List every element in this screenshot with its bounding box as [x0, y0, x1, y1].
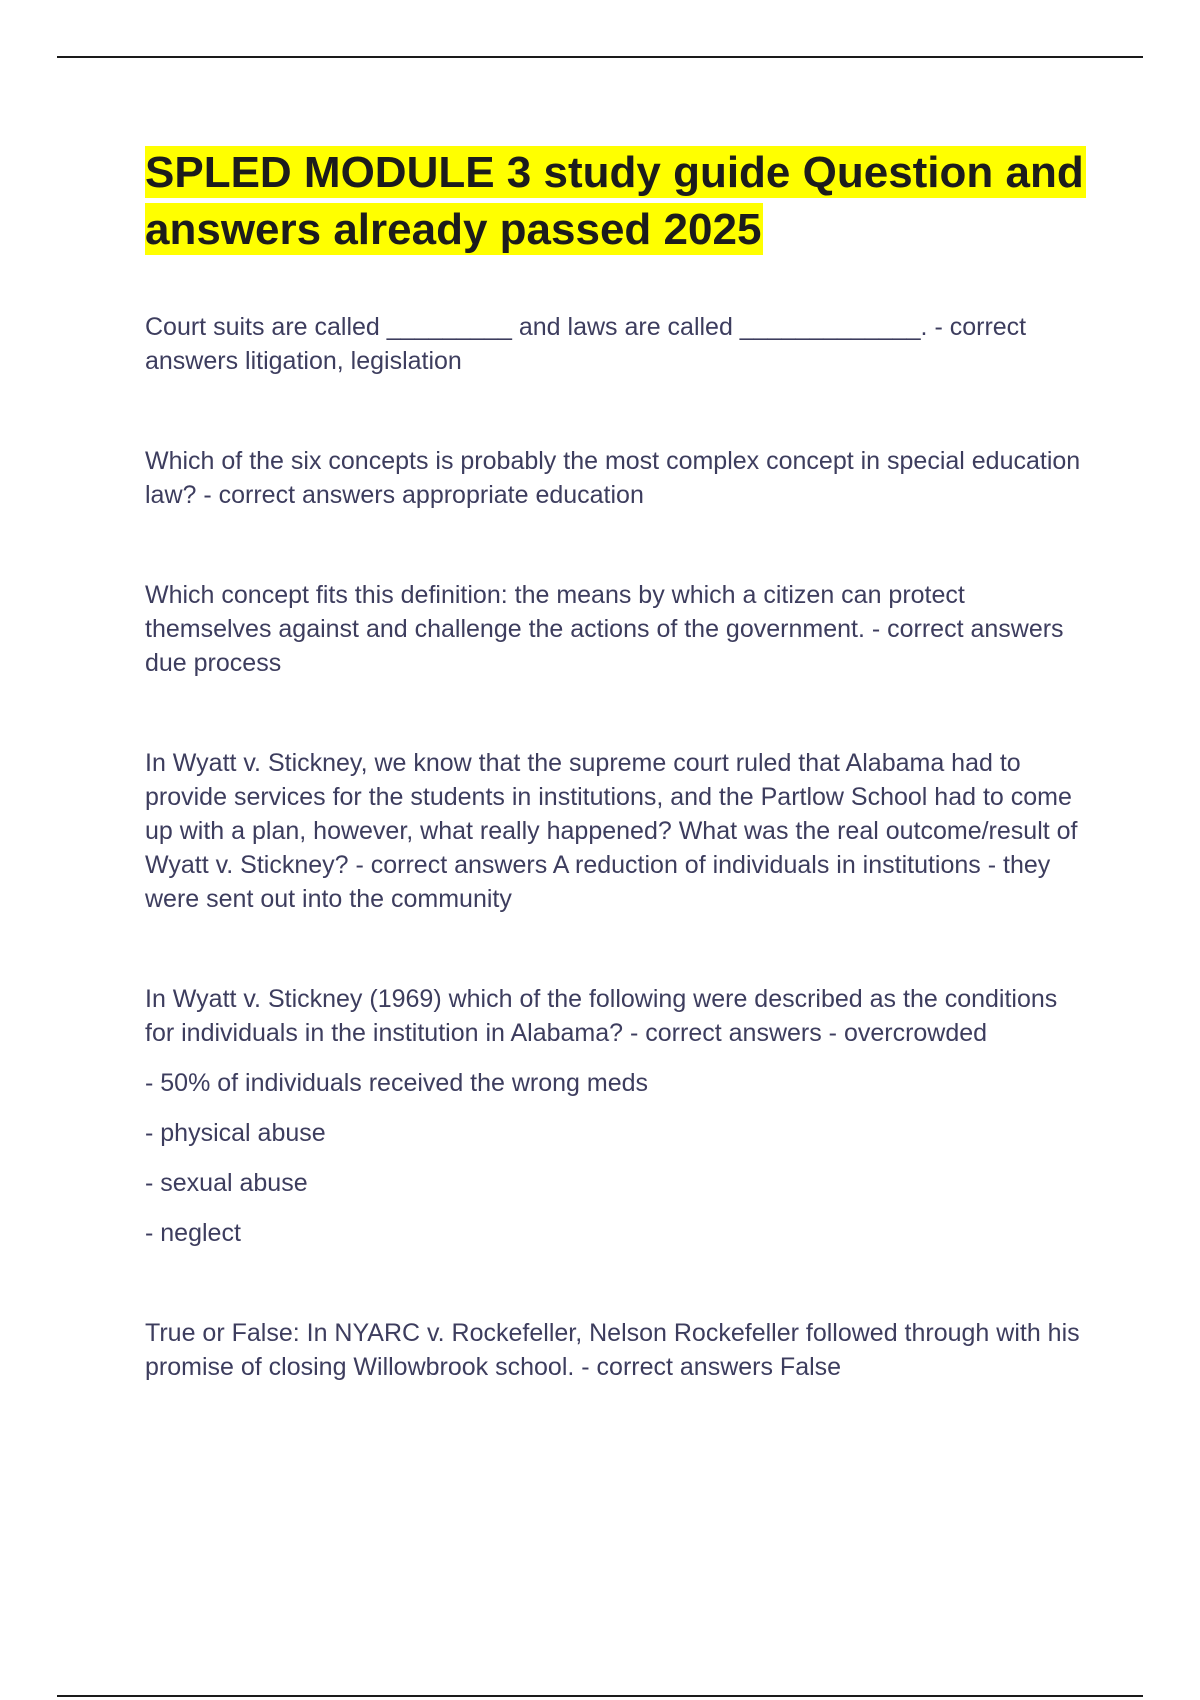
qa-item: Court suits are called _________ and laws are called _____________. - correct answers litigation, legislation — [145, 313, 1027, 375]
top-rule — [57, 56, 1143, 58]
title-highlight: SPLED MODULE 3 study guide Question and answers already passed 2025 — [145, 148, 1084, 254]
qa-list — [145, 310, 1090, 1384]
qa-item: True or False: In NYARC v. Rockefeller, Nelson Rockefeller followed through with his promise of closing Willowbrook school. - correct answers False — [145, 1319, 1080, 1381]
list-item: - sexual abuse — [145, 1169, 308, 1197]
list-item: - physical abuse — [145, 1119, 326, 1147]
qa-item: Which of the six concepts is probably the most complex concept in special education law? - correct answers appropriate education — [145, 447, 1081, 509]
qa-item: In Wyatt v. Stickney (1969) which of the following were described as the conditions for individuals in the institution in Alabama? - correct answers - overcrowded — [145, 985, 1058, 1047]
list-item: - neglect — [145, 1219, 241, 1247]
list-item: - 50% of individuals received the wrong meds — [145, 1069, 649, 1097]
document-content — [145, 144, 1090, 1384]
qa-item: In Wyatt v. Stickney, we know that the supreme court ruled that Alabama had to provide services for the students in institutions, and the Partlow School had to come up with a plan, however, what really happened? What was the real outcome/result of Wyatt v. Stickney? - correct answers A reduction of individuals in institutions - they were sent out into the community — [145, 749, 1078, 913]
qa-item: Which concept fits this definition: the means by which a citizen can protect themselves against and challenge the actions of the government. - correct answers due process — [145, 581, 1064, 677]
bottom-rule — [57, 1695, 1143, 1697]
qa-item-with-list — [145, 982, 1090, 1250]
document-title — [145, 144, 1090, 258]
